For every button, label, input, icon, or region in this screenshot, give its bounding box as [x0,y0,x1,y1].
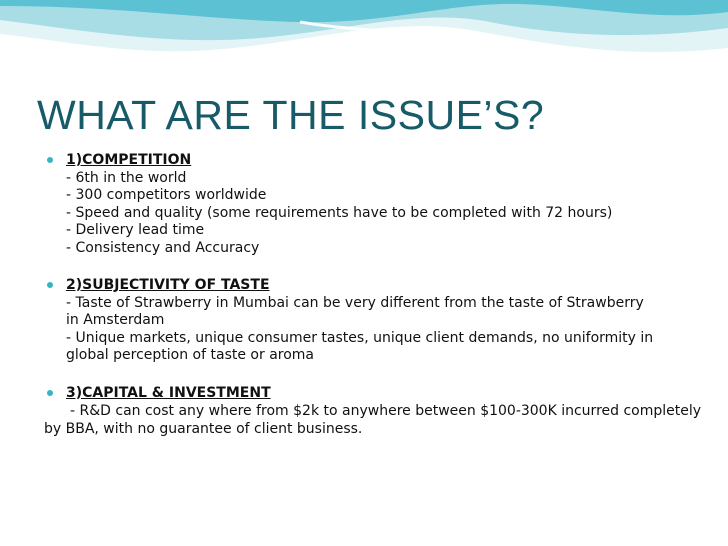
issue-detail-line: in Amsterdam [66,312,165,328]
issue-detail-line: - 6th in the world [66,169,187,186]
issue-detail-line: - R&D can cost any where from $2k to anywhere between $100-300K incurred completely by BBA, with no guarantee of client business. [44,403,702,437]
issue-heading: 1)COMPETITION [66,152,192,168]
issue-detail-line: - Speed and quality (some requirements have to be completed with 72 hours) [66,204,613,221]
bullet-icon [47,390,53,396]
issue-subjectivity-of-taste [44,277,712,365]
issue-detail-line: - Unique markets, unique consumer tastes, unique client demands, no uniformity in [66,329,654,346]
issue-detail-line: - Consistency and Accuracy [66,239,260,256]
issue-detail-line: - 300 competitors worldwide [66,187,267,203]
issue-heading: 3)CAPITAL & INVESTMENT [66,384,271,401]
slide-body [44,152,712,438]
issue-competition [44,152,712,257]
issue-heading: 2)SUBJECTIVITY OF TASTE [66,277,270,293]
issue-detail-line: - Delivery lead time [66,222,205,238]
header-wave-decoration [0,0,728,80]
bullet-icon [47,282,53,288]
bullet-icon [47,157,53,163]
issue-capital-investment [44,385,712,439]
issue-detail-line: - Taste of Strawberry in Mumbai can be very different from the taste of Strawberry [66,294,644,311]
issue-detail-line: global perception of taste or aroma [66,347,315,363]
slide-title: WHAT ARE THE ISSUE’S? [37,92,545,138]
